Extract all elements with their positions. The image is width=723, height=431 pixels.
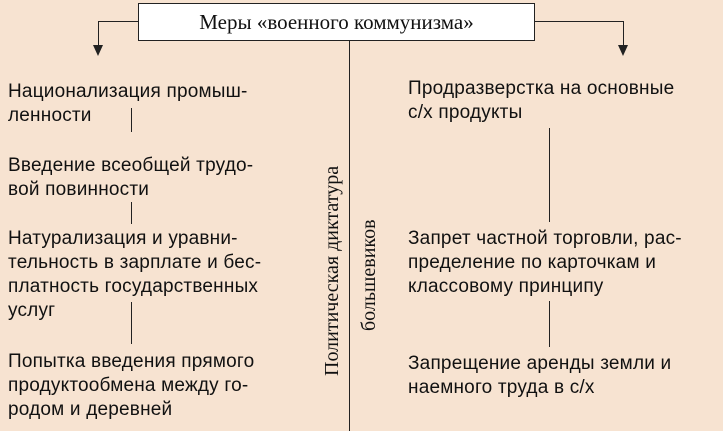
right-item-2: Запрет частной торговли, рас- пределение по карточкам и классовому принципу [408,228,682,297]
right-arrow-icon [618,45,628,56]
right-link-2 [549,301,550,347]
left-item-2: Введение всеобщей трудо- вой повинности [8,155,254,200]
left-link-2 [131,202,132,224]
center-label-line-1: Политическая диктатура [321,165,343,376]
center-divider [349,41,350,431]
left-arrow-icon [93,45,103,56]
center-label-line-2: большевиков [358,219,380,331]
right-connector-drop [623,21,624,46]
right-link-1 [549,128,550,222]
left-item-3: Натурализация и уравни- тельность в зарплате и бес- платность государственных услуг [8,228,262,321]
left-link-3 [131,302,132,344]
diagram-title: Меры «военного коммунизма» [199,9,474,34]
right-connector-line [535,21,623,22]
left-item-1: Национализация промыш- ленности [8,81,248,126]
right-item-3: Запрещение аренды земли и наемного труда в с/х [408,353,672,398]
right-item-1: Продразверстка на основные с/х продукты [408,78,675,123]
title-box [138,3,535,41]
left-link-1 [131,108,132,132]
left-item-4: Попытка введения прямого продуктообмена между го- родом и деревней [8,351,255,420]
left-connector-line [98,21,138,22]
left-connector-drop [98,21,99,46]
